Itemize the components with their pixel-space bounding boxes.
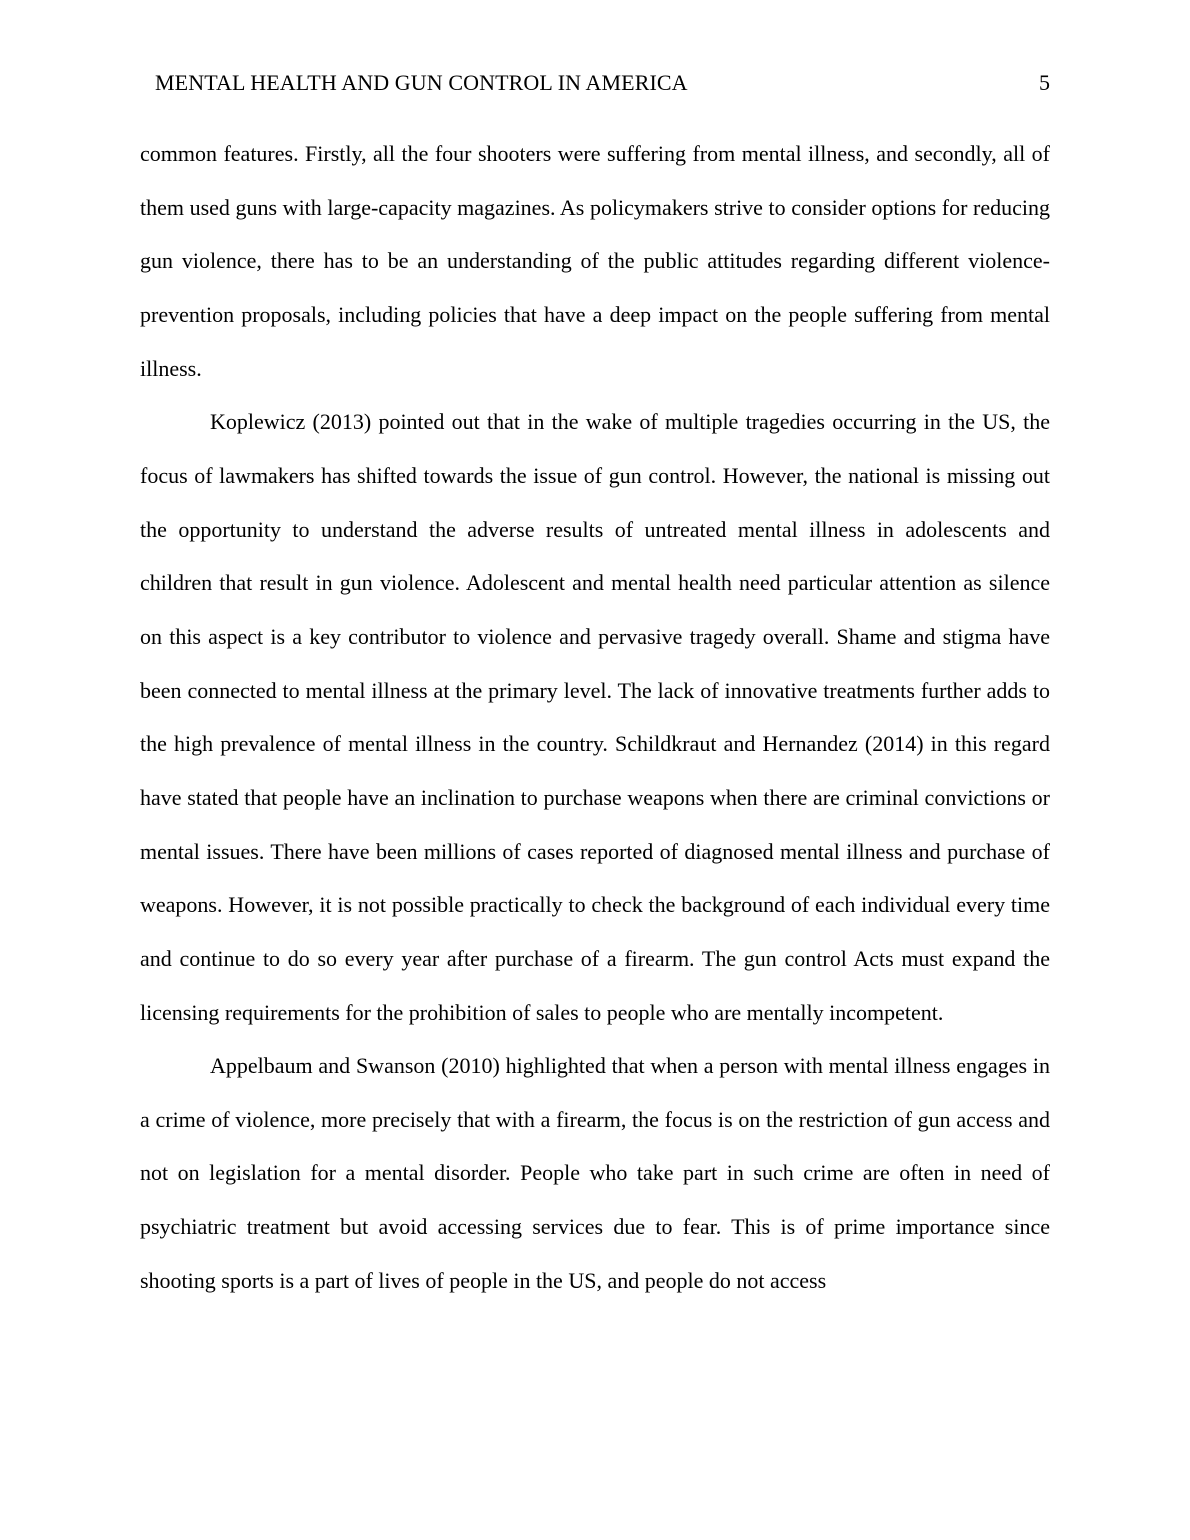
body-text bbox=[140, 127, 1050, 1307]
page-number: 5 bbox=[1039, 70, 1050, 95]
paragraph-appelbaum: Appelbaum and Swanson (2010) highlighted that when a person with mental illness engages in a crime of violence, more precisely that with a firearm, the focus is on the restriction of gun access and not on legislation for a mental disorder. People who take part in such crime are often in need of psychiatric treatment but avoid accessing services due to fear. This is of prime importance since shooting sports is a part of lives of people in the US, and people do not access bbox=[140, 1053, 1050, 1293]
paragraph-continuation: common features. Firstly, all the four shooters were suffering from mental illness, and secondly, all of them used guns with large-capacity magazines. As policymakers strive to consider options for reducing gun violence, there has to be an understanding of the public attitudes regarding different violence-prevention proposals, including policies that have a deep impact on the people suffering from mental illness. bbox=[140, 141, 1050, 381]
running-head: MENTAL HEALTH AND GUN CONTROL IN AMERICA bbox=[155, 70, 688, 95]
paragraph-koplewicz: Koplewicz (2013) pointed out that in the wake of multiple tragedies occurring in the US, the focus of lawmakers has shifted towards the issue of gun control. However, the national is missing out the opportunity to understand the adverse results of untreated mental illness in adolescents and children that result in gun violence. Adolescent and mental health need particular attention as silence on this aspect is a key contributor to violence and pervasive tragedy overall. Shame and stigma have been connected to mental illness at the primary level. The lack of innovative treatments further adds to the high prevalence of mental illness in the country. Schildkraut and Hernandez (2014) in this regard have stated that people have an inclination to purchase weapons when there are criminal convictions or mental issues. There have been millions of cases reported of diagnosed mental illness and purchase of weapons. However, it is not possible practically to check the background of each individual every time and continue to do so every year after purchase of a firearm. The gun control Acts must expand the licensing requirements for the prohibition of sales to people who are mentally incompetent. bbox=[140, 409, 1050, 1025]
